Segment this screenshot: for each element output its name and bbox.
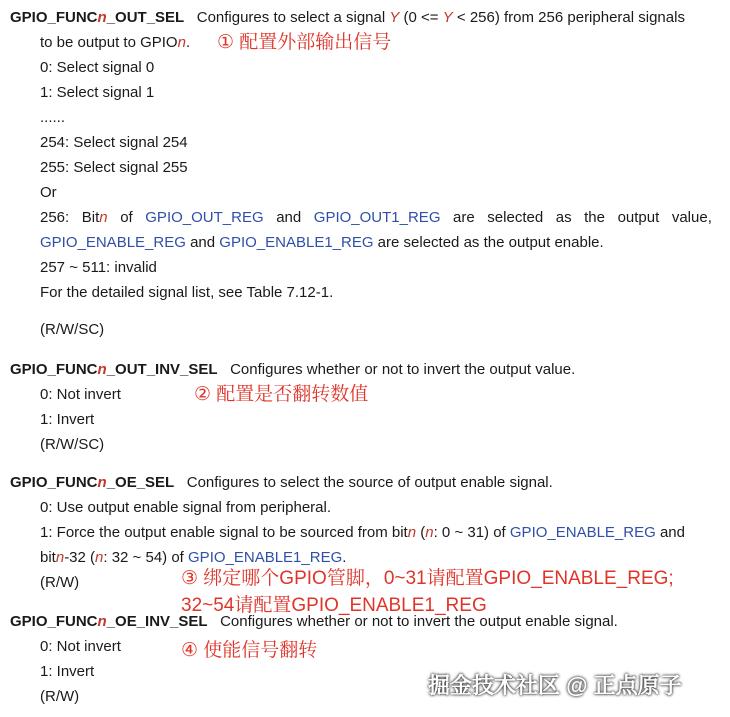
- option-line: 1: Select signal 1: [40, 84, 155, 101]
- option-line: 254: Select signal 254: [40, 134, 188, 151]
- field-description-cont: to be output to GPIOn.: [40, 34, 191, 51]
- register-link[interactable]: GPIO_OUT1_REG: [313, 209, 441, 226]
- access-type: (R/W/SC): [40, 436, 105, 453]
- annotation-2: ② 配置是否翻转数值: [194, 384, 369, 405]
- option-line-cont: bitn-32 (n: 32 ~ 54) of GPIO_ENABLE1_REG.: [40, 549, 347, 566]
- field-description: Configures whether or not to invert the output value.: [230, 361, 576, 378]
- register-link[interactable]: GPIO_ENABLE1_REG: [219, 234, 374, 251]
- annotation-3: ③ 绑定哪个GPIO管脚，0~31请配置GPIO_ENABLE_REG;: [181, 568, 674, 589]
- field-out-sel-row: [10, 8, 685, 28]
- option-256-cont: GPIO_ENABLE_REG and GPIO_ENABLE1_REG are selected as the output enable.: [40, 234, 604, 251]
- field-name-oe-sel: GPIO_FUNCn_OE_SEL: [10, 474, 175, 491]
- or-text: Or: [40, 184, 57, 201]
- option-line: 1: Force the output enable signal to be sourced from bitn (n: 0 ~ 31) of GPIO_ENABLE_REG and: [40, 524, 685, 541]
- option-line: 0: Select signal 0: [40, 59, 155, 76]
- option-line: 255: Select signal 255: [40, 159, 188, 176]
- field-description: Configures to select a signal Y (0 <= Y < 256) from 256 peripheral signals: [196, 9, 685, 26]
- option-line: 1: Invert: [40, 411, 95, 428]
- invalid-range: 257 ~ 511: invalid: [40, 259, 157, 276]
- ellipsis: ......: [40, 109, 66, 126]
- register-link[interactable]: GPIO_OUT_REG: [145, 209, 264, 226]
- access-type: (R/W): [40, 688, 80, 705]
- option-256-line: 256: Bitn of GPIO_OUT_REG and GPIO_OUT1_REG are selected as the output value,: [40, 209, 712, 226]
- register-link[interactable]: GPIO_ENABLE_REG: [40, 234, 186, 251]
- annotation-1: ① 配置外部输出信号: [217, 32, 392, 53]
- access-type: (R/W): [40, 574, 80, 591]
- field-name-oe-inv-sel: GPIO_FUNCn_OE_INV_SEL: [10, 613, 208, 630]
- field-description: Configures whether or not to invert the output enable signal.: [220, 613, 618, 630]
- option-line: 0: Use output enable signal from peripheral.: [40, 499, 332, 516]
- watermark: 掘金技术社区 @ 正点原子: [428, 673, 682, 698]
- option-line: 0: Not invert: [40, 638, 121, 655]
- annotation-4: ④ 使能信号翻转: [181, 640, 318, 661]
- field-oe-inv-sel-row: [10, 612, 618, 632]
- field-name-out-inv-sel: GPIO_FUNCn_OUT_INV_SEL: [10, 361, 218, 378]
- table-reference: For the detailed signal list, see Table 7.12-1.: [40, 284, 334, 301]
- register-link[interactable]: GPIO_ENABLE_REG: [509, 524, 656, 541]
- field-description: Configures to select the source of output enable signal.: [186, 474, 553, 491]
- annotation-3-cont: 32~54请配置GPIO_ENABLE1_REG: [181, 595, 487, 616]
- register-link[interactable]: GPIO_ENABLE1_REG: [188, 549, 343, 566]
- access-type: (R/W/SC): [40, 321, 105, 338]
- option-line: 0: Not invert: [40, 386, 121, 403]
- field-out-inv-sel-row: [10, 360, 575, 380]
- option-line: 1: Invert: [40, 663, 95, 680]
- field-name-out-sel: GPIO_FUNCn_OUT_SEL: [10, 9, 185, 26]
- field-oe-sel-row: [10, 473, 553, 493]
